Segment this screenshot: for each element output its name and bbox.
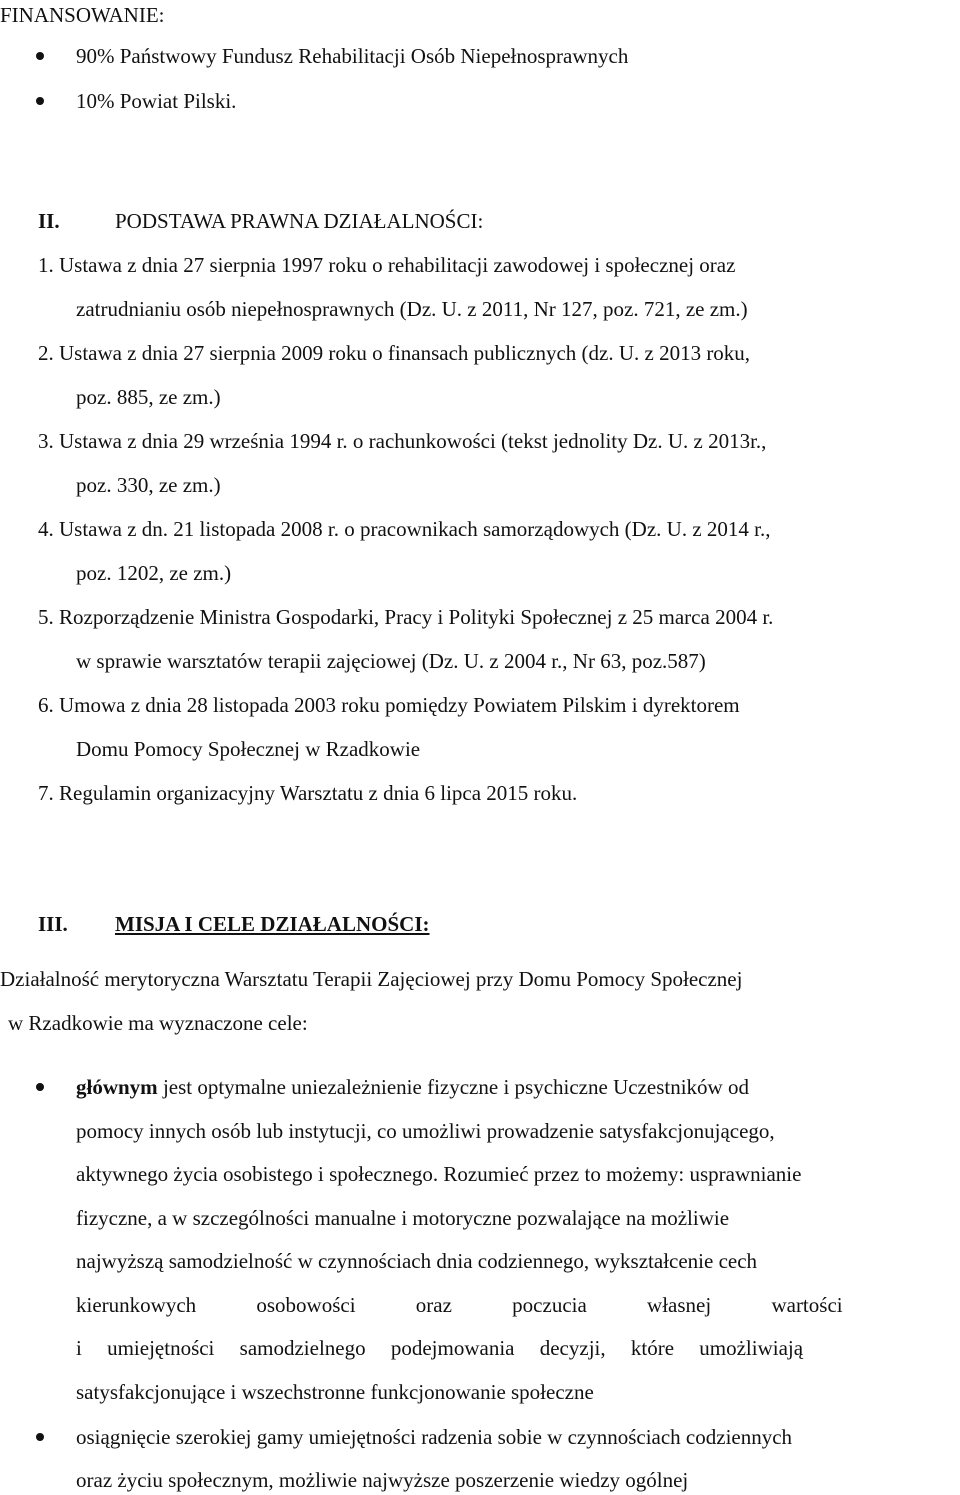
goal-1-first-text: jest optymalne uniezależnienie fizyczne i psychiczne Uczestników od xyxy=(157,1075,749,1099)
mission-intro-line-1: Działalność merytoryczna Warsztatu Terapii Zajęciowej przy Domu Pomocy Społecznej xyxy=(0,967,743,991)
goal-1-first-line xyxy=(76,1074,956,1100)
goal-1-line-4: fizyczne, a w szczególności manualne i motoryczne pozwalające na możliwie xyxy=(76,1206,730,1230)
legal-line-1: 1. Ustawa z dnia 27 sierpnia 1997 roku o rehabilitacji zawodowej i społecznej oraz xyxy=(38,253,736,277)
financing-heading: FINANSOWANIE: xyxy=(0,3,165,27)
goal-1-line-5: najwyższą samodzielność w czynnościach dnia codziennego, wykształcenie cech xyxy=(76,1249,758,1273)
legal-line-5: 3. Ustawa z dnia 29 września 1994 r. o rachunkowości (tekst jednolity Dz. U. z 2013r., xyxy=(38,429,767,453)
legal-line-12: Domu Pomocy Społecznej w Rzadkowie xyxy=(76,737,421,761)
goal-2-line-1: osiągnięcie szerokiej gamy umiejętności radzenia sobie w czynnościach codziennych xyxy=(76,1425,793,1449)
bullet-icon xyxy=(36,52,44,60)
legal-line-6: poz. 330, ze zm.) xyxy=(76,473,221,497)
goal-1-line-7: i umiejętności samodzielnego podejmowania decyzji, które umożliwiają xyxy=(76,1336,804,1360)
legal-line-8: poz. 1202, ze zm.) xyxy=(76,561,232,585)
section-number-3: III. xyxy=(38,912,68,936)
bullet-icon xyxy=(36,97,44,105)
goal-1-line-8: satysfakcjonujące i wszechstronne funkcjonowanie społeczne xyxy=(76,1380,594,1404)
legal-line-3: 2. Ustawa z dnia 27 sierpnia 2009 roku o finansach publicznych (dz. U. z 2013 roku, xyxy=(38,341,751,365)
legal-line-9: 5. Rozporządzenie Ministra Gospodarki, Pracy i Polityki Społecznej z 25 marca 2004 r. xyxy=(38,605,774,629)
legal-line-11: 6. Umowa z dnia 28 listopada 2003 roku pomiędzy Powiatem Pilskim i dyrektorem xyxy=(38,693,740,717)
legal-line-10: w sprawie warsztatów terapii zajęciowej (Dz. U. z 2004 r., Nr 63, poz.587) xyxy=(76,649,706,673)
mission-heading: MISJA I CELE DZIAŁALNOŚCI: xyxy=(115,912,430,936)
legal-line-4: poz. 885, ze zm.) xyxy=(76,385,221,409)
bullet-icon xyxy=(36,1433,44,1441)
legal-basis-heading: PODSTAWA PRAWNA DZIAŁALNOŚCI: xyxy=(115,209,484,233)
legal-line-7: 4. Ustawa z dn. 21 listopada 2008 r. o pracownikach samorządowych (Dz. U. z 2014 r., xyxy=(38,517,771,541)
financing-item-1: 90% Państwowy Fundusz Rehabilitacji Osób Niepełnosprawnych xyxy=(76,44,629,68)
goal-2-line-2: oraz życiu społecznym, możliwie najwyższe poszerzenie wiedzy ogólnej xyxy=(76,1468,689,1492)
legal-line-13: 7. Regulamin organizacyjny Warsztatu z dnia 6 lipca 2015 roku. xyxy=(38,781,578,805)
bullet-icon xyxy=(36,1083,44,1091)
goal-1-line-2: pomocy innych osób lub instytucji, co umożliwi prowadzenie satysfakcjonującego, xyxy=(76,1119,775,1143)
goal-1-line-6: kierunkowych osobowości oraz poczucia własnej wartości xyxy=(76,1293,843,1317)
legal-line-2: zatrudnianiu osób niepełnosprawnych (Dz. U. z 2011, Nr 127, poz. 721, ze zm.) xyxy=(76,297,748,321)
section-number-2: II. xyxy=(38,209,60,233)
financing-item-2: 10% Powiat Pilski. xyxy=(76,89,237,113)
goal-1-bold-label: głównym xyxy=(76,1075,158,1099)
mission-intro-line-2: w Rzadkowie ma wyznaczone cele: xyxy=(8,1011,308,1035)
goal-1-line-3: aktywnego życia osobistego i społecznego. Rozumieć przez to możemy: usprawnianie xyxy=(76,1162,802,1186)
